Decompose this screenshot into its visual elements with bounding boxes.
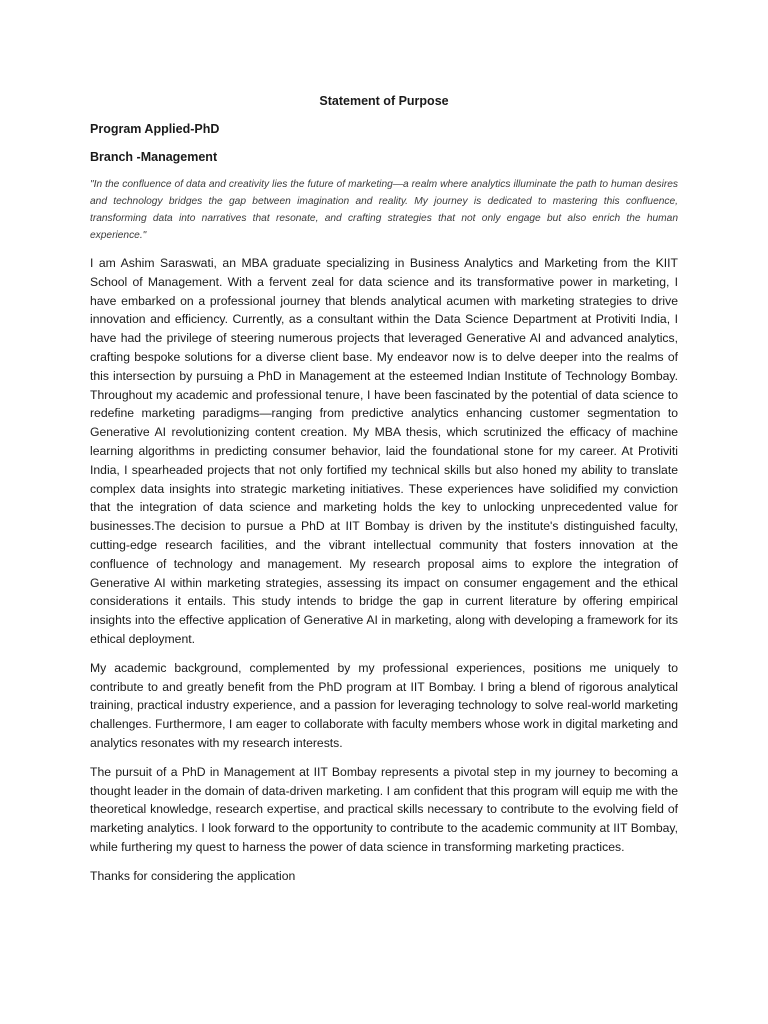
program-line: Program Applied-PhD	[90, 122, 220, 136]
paragraph-background: My academic background, complemented by my professional experiences, positions me uniquely to contribute to and greatly benefit from the PhD program at IIT Bombay. I bring a blend of rigorous analytical training, practical industry experience, and a passion for leveraging technology to solve real-world marketing challenges. Furthermore, I am eager to collaborate with faculty members whose work in digital marketing and analytics resonates with my research interests.	[90, 660, 678, 750]
branch-line: Branch -Management	[90, 150, 218, 164]
paragraph-goals: The pursuit of a PhD in Management at IIT Bombay represents a pivotal step in my journey to becoming a thought leader in the domain of data-driven marketing. I am confident that this program will equip me with the theoretical knowledge, research expertise, and practical skills necessary to contribute to the evolving field of marketing analytics. I look forward to the opportunity to contribute to the academic community at IIT Bombay, while furthering my quest to harness the power of data science in transforming marketing practices.	[90, 764, 678, 854]
closing-line: Thanks for considering the application	[90, 868, 296, 883]
opening-quote: "In the confluence of data and creativity lies the future of marketing—a realm where analytics illuminate the path to human desires and technology bridges the gap between imagination and reality. My journey is dedicated to mastering this confluence, transforming data into narratives that resonate, and crafting strategies that not only engage but also enrich the human experience."	[90, 179, 678, 241]
document-body	[90, 92, 678, 886]
paragraph-intro: I am Ashim Saraswati, an MBA graduate specializing in Business Analytics and Marketing from the KIIT School of Management. With a fervent zeal for data science and its transformative power in marketing, I have embarked on a professional journey that blends analytical acumen with marketing strategies to drive innovation and efficiency. Currently, as a consultant within the Data Science Department at Protiviti India, I have had the privilege of steering numerous projects that leveraged Generative AI and advanced analytics, crafting bespoke solutions for a diverse client base. My endeavor now is to delve deeper into the realms of this intersection by pursuing a PhD in Management at the esteemed Indian Institute of Technology Bombay. Throughout my academic and professional tenure, I have been fascinated by the potential of data science to redefine marketing paradigms—ranging from predictive analytics enhancing customer segmentation to Generative AI revolutionizing content creation. My MBA thesis, which scrutinized the efficacy of machine learning algorithms in predicting consumer behavior, laid the foundational stone for my career. At Protiviti India, I spearheaded projects that not only fortified my technical skills but also honed my ability to translate complex data insights into strategic marketing initiatives. These experiences have solidified my conviction that the integration of data science and marketing holds the key to unlocking unprecedented value for businesses.The decision to pursue a PhD at IIT Bombay is driven by the institute's distinguished faculty, cutting-edge research facilities, and the vibrant intellectual community that fosters innovation at the confluence of technology and management. My research proposal aims to explore the integration of Generative AI within marketing strategies, assessing its impact on consumer engagement and the ethical considerations it entails. This study intends to bridge the gap in current literature by offering empirical insights into the effective application of Generative AI in marketing, along with developing a framework for its ethical deployment.	[90, 256, 678, 646]
document-title: Statement of Purpose	[319, 94, 449, 108]
